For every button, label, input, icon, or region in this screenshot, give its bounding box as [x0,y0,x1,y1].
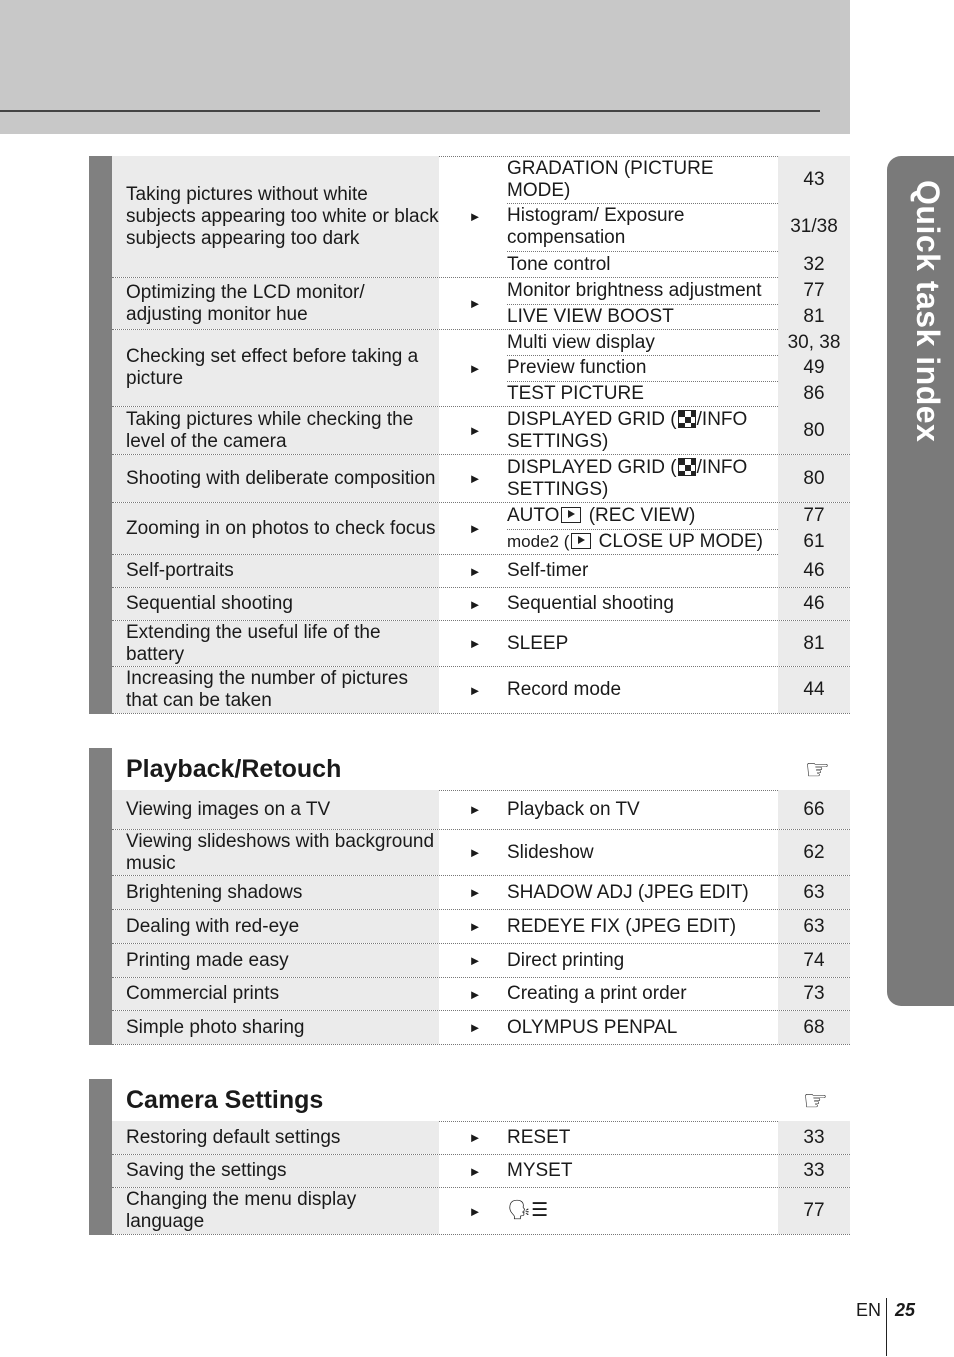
section-header [112,1079,850,1122]
table-row [112,588,850,621]
task-text: Simple photo sharing [112,1011,439,1044]
page-ref: 77 [778,278,850,304]
feature-text: Creating a print order [507,983,687,1004]
feature-text: OLYMPUS PENPAL [507,1016,678,1038]
page-ref: 86 [778,381,850,407]
feature-text: Tone control [507,253,611,275]
feature-text: Slideshow [507,841,594,863]
table-row [112,278,850,330]
table-row [112,910,850,944]
feature-text: TEST PICTURE [507,383,644,404]
footer-lang: EN [856,1300,882,1320]
page-ref: 81 [778,621,850,666]
table-row [112,330,850,407]
feature-text: Multi view display [507,331,655,353]
arrow-icon: ► [468,1130,482,1145]
task-text: Checking set effect before taking a picture [112,330,439,406]
page-ref: 46 [778,588,850,620]
task-text: Shooting with deliberate composition [112,455,439,502]
page-ref: 61 [778,529,850,555]
arrow-icon: ► [468,1163,482,1179]
feature-text: AUTO (REC VIEW) [507,505,696,526]
task-text: Extending the useful life of the battery [112,621,439,666]
task-text: Brightening shadows [112,876,439,909]
feature-text: LIVE VIEW BOOST [507,306,674,327]
page-ref: 31/38 [778,203,850,251]
reference-hand-icon: ☞ [804,753,830,785]
side-tab-label: Quick task index [910,180,946,443]
section-playback [89,748,850,1045]
task-text: Sequential shooting [112,588,439,620]
page-ref: 32 [778,251,850,278]
feature-text: DISPLAYED GRID ( /INFO SETTINGS) [507,408,748,452]
table-row [112,978,850,1011]
page-number: 25 [895,1300,916,1320]
page-ref: 49 [778,355,850,381]
section-header [112,748,850,791]
arrow-icon: ► [468,845,482,860]
feature-text: Record mode [507,679,622,700]
task-text: Saving the settings [112,1155,439,1187]
page-ref: 33 [778,1155,850,1187]
table-row [112,667,850,714]
table-row [112,876,850,910]
grid-icon [678,458,696,476]
page-ref: 74 [778,944,850,977]
table-row [112,621,850,667]
page-ref: 30, 38 [778,330,850,355]
table-row [112,944,850,978]
arrow-icon: ► [468,296,482,311]
task-text: Self-portraits [112,555,439,587]
section-title: Camera Settings [126,1085,324,1114]
page-ref: 43 [778,156,850,203]
feature-text: GRADATION (PICTURE MODE) [507,157,714,201]
table-row [112,407,850,455]
arrow-icon: ► [468,471,482,486]
playback-icon [571,533,591,549]
task-text: Printing made easy [112,944,439,977]
arrow-icon: ► [468,682,482,698]
task-text: Zooming in on photos to check focus [112,503,439,554]
arrow-icon: ► [468,521,482,536]
feature-text: SHADOW ADJ (JPEG EDIT) [507,881,749,903]
table-row [112,156,850,278]
table-row [112,1155,850,1188]
task-text: Optimizing the LCD monitor/ adjusting monitor hue [112,278,439,329]
table-row [112,455,850,503]
page-ref: 63 [778,876,850,909]
feature-text: Histogram/ Exposure compensation [507,205,685,248]
arrow-icon: ► [468,802,482,817]
feature-text: mode2 ( CLOSE UP MODE) [507,531,764,552]
feature-text: REDEYE FIX (JPEG EDIT) [507,915,737,937]
arrow-icon: ► [468,1020,482,1035]
task-text: Taking pictures while checking the level of the camera [112,407,439,454]
section-bar [89,1079,112,1235]
arrow-icon: ► [468,423,482,438]
feature-text: MYSET [507,1160,573,1181]
feature-text: Monitor brightness adjustment [507,280,762,301]
feature-text: Playback on TV [507,798,640,820]
page-ref: 33 [778,1121,850,1154]
arrow-icon: ► [468,360,482,376]
page-ref: 81 [778,304,850,330]
task-text: Viewing slideshows with background music [112,830,439,875]
section-bar [89,156,112,714]
page-ref: 77 [778,503,850,529]
table-row [112,1121,850,1155]
feature-text: SLEEP [507,632,569,654]
playback-icon [561,507,581,523]
page-ref: 46 [778,555,850,587]
section-title: Playback/Retouch [126,754,342,783]
arrow-icon: ► [468,636,482,651]
task-text: Restoring default settings [112,1121,439,1154]
arrow-icon: ► [468,596,482,612]
section-shooting [89,156,850,714]
section-camera-settings [89,1079,850,1235]
header-band [0,0,850,134]
arrow-icon: ► [468,919,482,934]
arrow-icon: ► [468,986,482,1002]
table-row [112,1188,850,1235]
task-text: Taking pictures without white subjects appearing too white or black subjects appearing too dark [112,156,439,277]
page-ref: 77 [778,1188,850,1234]
arrow-icon: ► [468,953,482,968]
feature-text: Direct printing [507,949,625,971]
feature-text: Preview function [507,357,647,378]
page-ref: 66 [778,790,850,829]
arrow-icon: ► [468,885,482,900]
section-bar [89,748,112,1045]
arrow-icon: ► [468,563,482,579]
task-text: Increasing the number of pictures that can be taken [112,667,439,713]
page-ref: 44 [778,667,850,713]
task-text: Commercial prints [112,978,439,1010]
arrow-icon: ► [468,1203,482,1219]
page-ref: 63 [778,910,850,943]
feature-text: RESET [507,1126,571,1148]
table-row [112,503,850,555]
side-tab [887,156,954,1006]
feature-text: DISPLAYED GRID ( /INFO SETTINGS) [507,456,748,500]
grid-icon [678,410,696,428]
table-row [112,555,850,588]
header-rule [0,110,820,112]
language-menu-icon: 🗣︎☰ [507,1200,549,1221]
feature-text: Self-timer [507,560,589,581]
page-ref: 73 [778,978,850,1010]
table-row [112,790,850,830]
table-row [112,830,850,876]
page-ref: 80 [778,407,850,454]
table-row [112,1011,850,1045]
reference-hand-icon: ☞ [802,1084,828,1116]
task-text: Dealing with red-eye [112,910,439,943]
footer-divider [886,1298,887,1356]
task-text: Changing the menu display language [112,1188,439,1234]
arrow-icon: ► [468,209,482,224]
page-ref: 80 [778,455,850,502]
feature-text: Sequential shooting [507,593,674,614]
task-text: Viewing images on a TV [112,790,439,829]
page-ref: 62 [778,830,850,875]
page-ref: 68 [778,1011,850,1044]
